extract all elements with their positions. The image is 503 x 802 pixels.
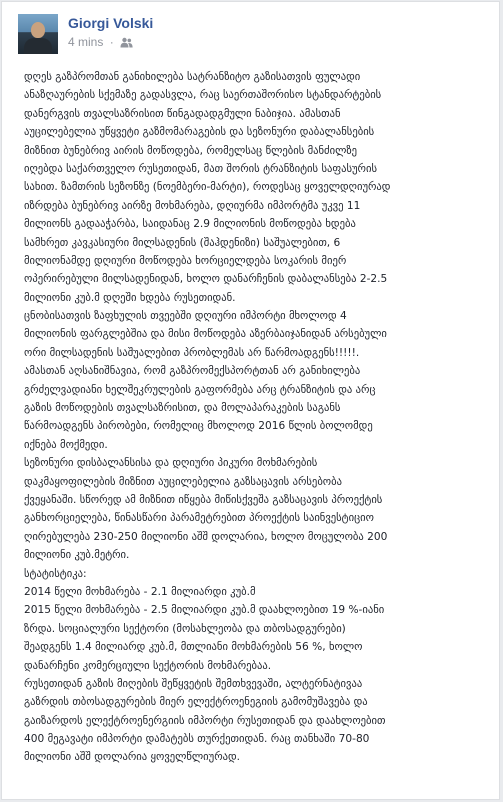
post-text-line: სახით. ზამთრის სეზონზე (ნოემბერი-მარტი), როდესაც ყოველდღიურად <box>24 181 391 194</box>
post-text-line: სეზონური დისბალანსისა და დღიური პიკური მოხმარების <box>24 457 318 470</box>
friends-icon[interactable] <box>120 37 133 51</box>
post-header <box>18 14 478 54</box>
post-text-line: წარმოადგენს პირობები, რომელიც მხოლოდ 2016 წლის ბოლომდე <box>24 420 373 433</box>
meta-separator: · <box>109 35 114 49</box>
post-text <box>24 68 482 767</box>
post-text-line: დღეს გაზპრომთან განიხილება სატრანზიტო გაზისათვის ფულადი <box>24 71 361 83</box>
author-name[interactable]: Giorgi Volski <box>68 15 154 31</box>
author-avatar[interactable] <box>18 14 58 54</box>
post-timestamp[interactable]: 4 mins <box>68 35 104 49</box>
post-text-line: გაზრდის თბოსადგურების მიერ ელექტროენეგიის გამომუშავება და <box>24 696 368 709</box>
post-text-line: 2015 წელი მოხმარება - 2.5 მილიარდი კუბ.მ დაახლოებით 19 %-იანი <box>24 604 385 617</box>
post-text-line: ამასთან აღსანიშნავია, რომ გაზპრომექსპორტთან არ განიხილება <box>24 365 361 378</box>
post-text-line: ოპერირებული მილსადენიდან, ხოლო დანარჩენის დაბალანსება 2-2.5 <box>24 273 388 286</box>
post-text-line: ღირებულება 230-250 მილიონი აშშ დოლარია, ხოლო მოცულობა 200 <box>24 530 388 543</box>
post-text-line: დანარჩენი კომერციული სექტორის მოხმარებაა. <box>24 659 272 672</box>
post-text-line: მილიონი აშშ დოლარია ყოველწლიურად. <box>24 751 241 764</box>
post-text-line: მიზნით ბუნებრივ აირის მოწოდება, რომელსაც წლების მანძილზე <box>24 144 358 157</box>
post-text-line: იზრდება ბუნებრივ აირზე მოხმარება, დღიურმა იმპორტმა უკვე 11 <box>24 199 361 212</box>
post-text-line: დანერგვის თვალსაზრისით წინგადადგმული ნაბიჯია. ამასთან <box>24 107 341 120</box>
avatar-head <box>31 22 45 38</box>
post-text-line: 2014 წელი მოხმარება - 2.1 მილიარდი კუბ.მ <box>24 585 256 598</box>
post-card <box>1 1 500 800</box>
post-text-line: მილიონს გადააჭარბა, საიდანაც 2.9 მილიონის მოწოდება ხდება <box>24 218 356 231</box>
post-text-line: სამხრეთ კავკასიური მილსადენის (შაჰდენიზი) საშუალებით, 6 <box>24 236 341 249</box>
post-text-line: რუსეთიდან გაზის მიღების შეწყვეტის შემთხვევაში, ალტერნატივაა <box>24 677 363 690</box>
post-meta <box>68 35 133 51</box>
post-text-line: განხორციელება, წინასწარი პარამეტრებით პროექტის საინვესტიციო <box>24 512 374 525</box>
post-text-line: მილიონი კუბ.მეტრი. <box>24 549 130 562</box>
post-text-line: მილიონის ფარგლებშია და მისი მოწოდება აზერბაიჯანიდან არსებული <box>24 328 387 341</box>
avatar-body <box>24 38 52 54</box>
post-text-line: აუცილებელია უწყვეტი გაზმომარაგების და სეზონური დაბალანსების <box>24 126 375 139</box>
post-text-line: მილიონამდე დღიური მოწოდება ხორციელდება სოკარის მიერ <box>24 254 347 267</box>
post-text-line: ანაზღაურების სქემაზე გადასვლა, რაც საერთაშორისო სტანდარტების <box>24 89 382 102</box>
post-text-line: 400 მეგავატი იმპორტი დამატებს თურქეთიდან. რაც თანხაში 70-80 <box>24 733 370 746</box>
post-text-line: სტატისტიკა: <box>24 567 87 580</box>
post-text-line: ზრდა. სოციალური სექტორი (მოსახლეობა და თბოსადგურები) <box>24 622 346 635</box>
post-text-line: დაკმაყოფილების მიზნით აუცილებელია გაზსაცავის არსებობა <box>24 475 342 488</box>
post-text-line: ცნობისათვის ზაფხულის თვეებში დღიური იმპორტი მხოლოდ 4 <box>24 310 347 323</box>
post-text-line: ქვეყანაში. სწორედ ამ მიზნით იწყება მიწისქვეშა გაზსაცავის პროექტის <box>24 493 383 506</box>
post-text-line: იქნება მოქმედი. <box>24 438 108 451</box>
post-text-line: შეადგენს 1.4 მილიარდ კუბ.მ, მთლიანი მოხმარების 56 %, ხოლო <box>24 641 363 654</box>
post-text-line: გაზის მოწოდების თვალსაზრისით, და მოლაპარაკების საგანს <box>24 402 341 415</box>
post-text-line: გრძელვადიანი ხელშეკრულების გაფორმება არც ტრანზიტის და არც <box>24 383 376 396</box>
post-text-line: გაიზარდოს ელექტროენერგიის იმპორტი რუსეთიდან და დაახლოებით <box>24 714 386 727</box>
post-text-line: მილიონი კუბ.მ დღეში ხდება რუსეთიდან. <box>24 291 236 304</box>
post-text-line: ორი მილსადენის საშუალებით პრობლემას არ წარმოადგენს!!!!!. <box>24 346 360 359</box>
post-text-line: იღებდა საქართველო რუსეთიდან, მათ შორის ტრანზიტის საფასურის <box>24 162 377 175</box>
